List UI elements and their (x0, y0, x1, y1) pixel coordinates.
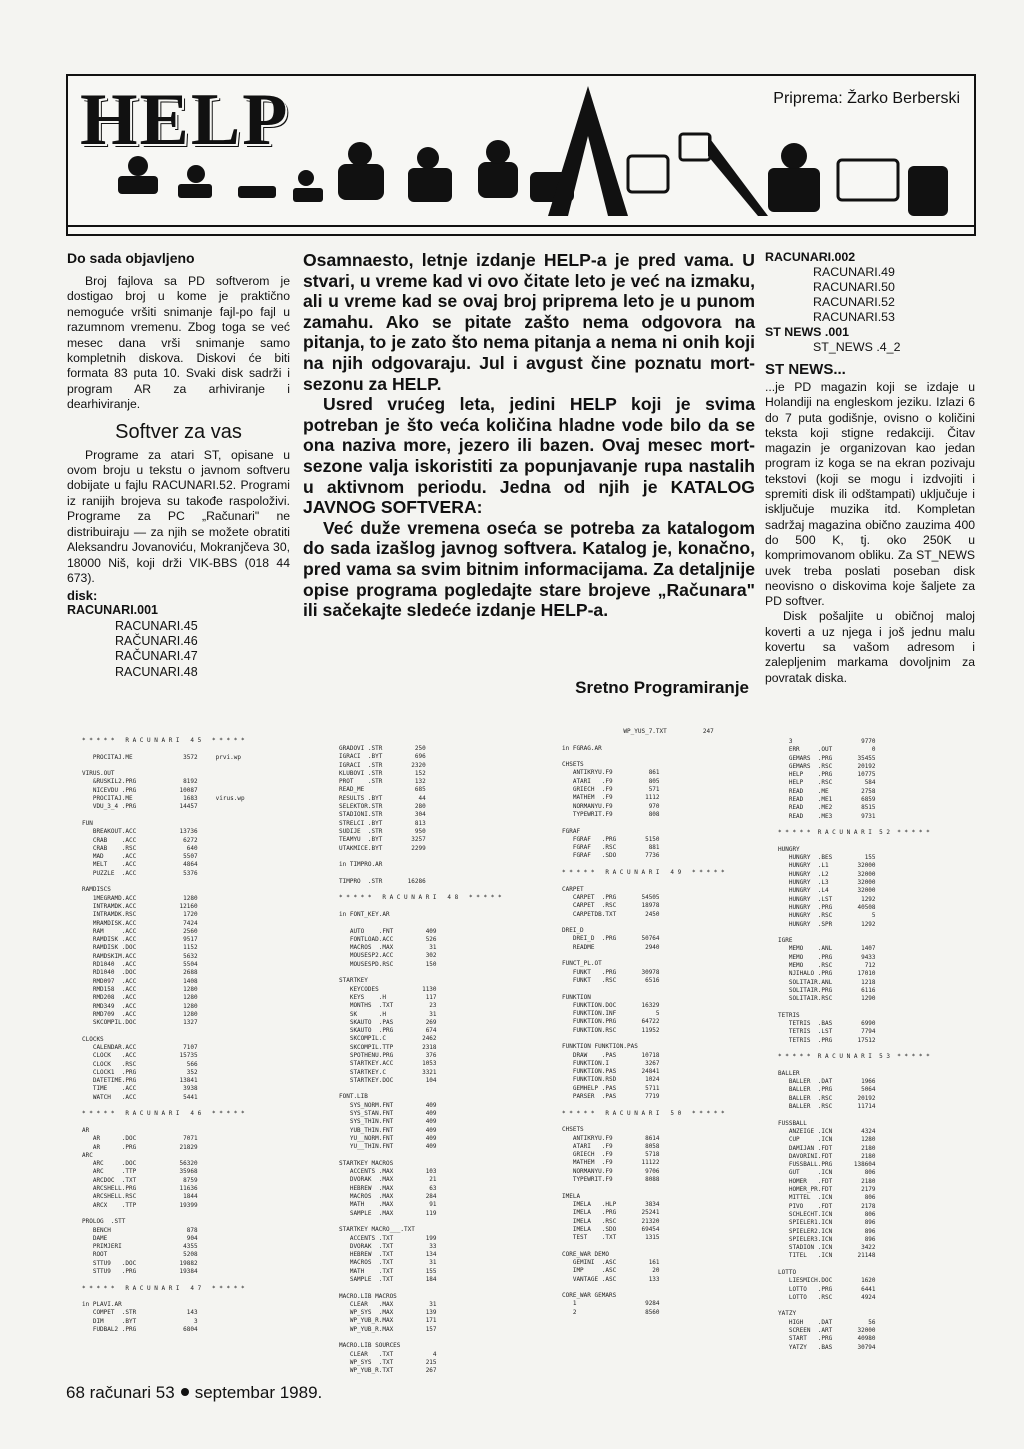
signoff: Sretno Programiranje (575, 678, 749, 697)
list-item: RAČUNARI.47 (115, 649, 198, 664)
column-middle (303, 250, 755, 710)
list-item: RACUNARI.45 (115, 618, 198, 633)
st-news-heading: ST NEWS... (765, 361, 846, 378)
intro-paragraph: Broj fajlova sa PD softverom je dostigao broj u kome je praktično nemoguće vršiti snimanje fajl-po fajl u razumnom vremenu. Zbog toga se već mesec dana vrši snimanje samo kompletnih diskova. Diskovi će biti formata 83 puta 10. Svaki disk sadrži i program AR za arhiviranje i dearhiviranje. (67, 274, 290, 412)
footer-right: septembar 1989. (194, 1383, 323, 1402)
list-item: ST_NEWS .4_2 (813, 340, 901, 354)
section-heading-published: Do sada objavljeno (67, 250, 195, 266)
list-item: RACUNARI.001 (67, 603, 158, 618)
software-paragraph: Programe za atari ST, opisane u ovom broju u tekstu o javnom softveru dobijate u fajlu RACUNARI.52. Programi iz ranijih brojeva su takođe raspoloživi. Programe za PC „Računari" ne distribuiraju — za njih se možete obratiti Aleksandru Jovanoviću, Mokranjčeva 30, 18000 Niš, koji drži VIK-BBS (018 44 673). (67, 447, 290, 585)
list-item: RACUNARI.52 (813, 295, 895, 309)
column-left (67, 250, 290, 680)
file-listing-3: WP_YUS_7.TXT 247 in FGRAG.AR CHSETS ANTIKRYU.F9 861 ATARI .F9 805 GRIECH .F9 571 MATHEM .F9 1112 NORMANYU.F9 970 TYPEWRIT.F9 808 FGRAF FGRAF .PRG 5150 FGRAF .RSC 881 FGRAF .SDO 7736 * * * * * R A C U N A R I 4 9 * * * * * CARPET CARPET .PRG 54505 CARPET .RSC 18978 CARPETDB.TXT 2450 DREI_D DREI_D .PRG 50764 README 2940 FUNCT_PL.OT FUNKT .PRG 30978 FUNKT .RSC 6516 FUNKTION FUNKTION.DOC 16329 FUNKTION.INF 5 FUNKTION.PRG 64722 FUNKTION.RSC 11952 FUNKTION FUNKTION.PAS DRAW .PAS 10718 FUNKTION.I 3267 FUNKTION.PAS 24841 FUNKTION.RSD 1024 GEMHELP .PAS 5711 PARSER .PAS 7719 * * * * * R A C U N A R I 5 0 * * * * * CHSETS ANTIKRYU.F9 8614 ATARI .F9 8058 GRIECH .F9 5718 MATHEM .F9 11122 NORMANYU.F9 9706 TYPEWRIT.F9 8088 IMELA IMELA .HLP 3834 IMELA .PRG 25241 IMELA .RSC 21320 IMELA .SDO 69454 TEST .TXT 1315 CORE_WAR DEMO GEMINI .ASC 161 IMP .ASC 20 VANTAGE .ASC 133 CORE_WAR GEMARS 1 9284 2 8560 (562, 728, 725, 1316)
list-item: RAČUNARI.46 (115, 633, 198, 648)
body-paragraph: Usred vrućeg leta, jedini HELP koji je svima potreban je što veća količina hladne vode bilo da se ona naziva more, jezero ili bazen. Ovaj mesec mort-sezone valja iskoristiti za popunjavanje rupa nastalih u aktivnom periodu. Jedna od njih je KATALOG JAVNOG SOFTVERA: (303, 394, 755, 518)
list-item: RACUNARI.53 (813, 310, 895, 324)
list-item: RACUNARI.50 (813, 280, 895, 294)
list-item: ST NEWS .001 (765, 325, 850, 339)
file-listing-2: GRADOVI .STR 250 IGRACI .BYT 696 IGRACI .STR 2320 KLUBOVI .STR 152 PROT .STR 132 READ_ME 685 RESULTS .BYT 44 SELEKTOR.STR 280 STADIONI.STR 304 STRELCI .BYT 813 SUDIJE .STR 950 TEAMYU .BYT 3257 UTAKMICE.BYT 2299 in TIMPRO.AR TIMPRO .STR 16286 * * * * * R A C U N A R I 4 8 * * * * * in FONT_KEY.AR AUTO .FNT 409 FONTLOAD.ACC 526 MACROS .MAX 31 MOUSESP2.ACC 302 MOUSESPD.RSC 150 STARTKEY KEYCODES 1130 KEYS .H 117 MONTHS .TXT 23 SK .H 31 SKAUTO .PAS 269 SKAUTO .PRG 674 SKCOMPIL.C 2462 SKCOMPIL.TTP 2318 SPOTHENU.PRG 376 STARTKEY.ACC 1053 STARTKEY.C 3321 STARTKEY.DOC 104 FONT.LIB SYS_NORM.FNT 409 SYS_STAN.FNT 409 SYS_THIN.FNT 409 YUB_THIN.FNT 409 YU__NORM.FNT 409 YU__THIN.FNT 409 STARTKEY MACROS ACCENTS .MAX 103 DVORAK .MAX 21 HEBREW .MAX 63 MACROS .MAX 284 MATH .MAX 91 SAMPLE .MAX 119 STARTKEY MACRO___.TXT ACCENTS .TXT 199 DVORAK .TXT 33 HEBREW .TXT 134 MACROS .TXT 31 MATH .TXT 155 SAMPLE .TXT 184 MACRO.LIB MACROS CLEAR .MAX 31 WP_SYS .MAX 139 WP_YUB_R.MAX 171 WP_YUB_R.MAX 157 MACRO.LIB SOURCES CLEAR .TXT 4 WP_SYS .TXT 215 WP_YUB_R.TXT 267 (339, 745, 502, 1375)
st-news-paragraph: Disk pošaljite u običnoj maloj koverti a uz njega i još jednu malu kovertu sa vašom adresom i zalepljenim markama dovoljnim za povratak diska. (765, 609, 975, 685)
help-banner (66, 74, 976, 236)
list-item: RACUNARI.48 (115, 664, 198, 679)
footer-left: 68 računari 53 (66, 1383, 175, 1402)
disk-list-right (765, 250, 975, 355)
lead-paragraph: Osamnaesto, letnje izdanje HELP-a je pred vama. U stvari, u vreme kad vi ovo čitate leto je već na izmaku, ali u vreme kad se ovaj broj priprema leto je u punom zamahu. Ako se pitate zašto nema odgovora na pitanja, to je zato što nema pitanja a nema ni onih koji na njih odgovaraju. Jul i avgust čine poznatu mort-sezonu za HELP. (303, 250, 755, 394)
disk-label: disk: (67, 588, 98, 604)
column-right (765, 250, 975, 686)
author-credit: Priprema: Žarko Berberski (769, 90, 964, 108)
file-listing-4: 3 9770 ERR .OUT 0 GEMARS .PRG 35455 GEMARS .RSC 20192 HELP .PRG 10775 HELP .RSC 584 READ .ME 2758 READ .ME1 6859 READ .ME2 8515 READ .ME3 9731 * * * * * R A C U N A R I 5 2 * * * * * HUNGRY HUNGRY .BES 155 HUNGRY .L1 32000 HUNGRY .L2 32000 HUNGRY .L3 32000 HUNGRY .L4 32000 HUNGRY .LST 1292 HUNGRY .PRG 40508 HUNGRY .RSC 5 HUNGRY .SPR 1292 IGRE MEMO .ANL 1407 MEMO .PRG 9433 MEMO .RSC 712 NJIHALO .PRG 17010 SOLITAIR.ANL 1218 SOLITAIR.PRG 6116 SOLITAIR.RSC 1290 TETRIS TETRIS .BAS 6990 TETRIS .LST 7794 TETRIS .PRG 17512 * * * * * R A C U N A R I 5 3 * * * * * BALLER BALLER .DAT 1966 BALLER .PRG 5064 BALLER .RSC 20192 BALLER .RSC 11714 FUSSBALL ANZEIGE .ICN 4324 CUP .ICN 1280 DAMIJAN .FDT 2180 DAVORINI.FDT 2180 FUSSBALL.PRG 138604 GUT .ICN 806 HOMER .FDT 2180 HOMER_PR.FDT 2179 MITTEL .ICN 806 PIVO .FDT 2178 SCHLECHT.ICN 806 SPIELER1.ICN 896 SPIELER2.ICN 896 SPIELER3.ICN 896 STADION .ICN 3422 TITEL .ICN 21148 LOTTO LIESMICH.DOC 1620 LOTTO .PRG 6441 LOTTO .RSC 4924 YATZY HIGH .DAT 56 SCREEN .ART 32000 START .PRG 40980 YATZY .BAS 30794 (778, 738, 930, 1351)
body-paragraph: Već duže vremena oseća se potreba za katalogom do sada izašlog javnog softvera. Katalog je, konačno, pred vama sa svim bitnim informacijama. Za detaljnije opise programa pogledajte stare brojeve „Računara" ili sačekajte sledeće izdanje HELP-a. (303, 517, 755, 621)
file-listing-1: * * * * * R A C U N A R I 4 5 * * * * * PROCITAJ.ME 3572 prvi.wp VIRUS.OUT &RUSKIL2.PRG 8192 NICEVDU .PRG 10087 PROCITAJ.ME 1683 virus.wp VDU_3_4 .PRG 14457 FUN BREAKOUT.ACC 13736 CRAB .ACC 6272 CRAB .RSC 640 MAD .ACC 5507 MELT .ACC 4864 PUZZLE .ACC 5376 RAMDISCS 1MEGRAMD.ACC 1280 INTRAMDK.ACC 12160 INTRAMDK.RSC 1720 MRAMDISK.ACC 7424 RAM .ACC 2560 RAMDISK .ACC 9517 RAMDISK .DOC 1152 RAMDSKIM.ACC 5632 RD1040 .ACC 5504 RD1040 .DOC 2688 RMD097 .ACC 1408 RMD158 .ACC 1280 RMD208 .ACC 1280 RMD349 .ACC 1280 RMD709 .ACC 1280 SKCOMPIL.DOC 1327 CLOCKS CALENDAR.ACC 7107 CLOCK .ACC 15735 CLOCK .RSC 566 CLOCK1 .PRG 352 DATETIME.PRG 13841 TIME .ACC 3938 WATCH .ACC 5441 * * * * * R A C U N A R I 4 6 * * * * * AR AR .DOC 7071 AR .PRG 21829 ARC ARC .DOC 56320 ARC .TTP 35968 ARCDOC .TXT 8759 ARCSHELL.PRG 11636 ARCSHELL.RSC 1844 ARCX .TTP 19399 PROLOG .STT BENCH 878 DAME 904 PRIMJERI 4355 ROOT 5208 STTU9 .DOC 19882 STTU9 .PRG 19384 * * * * * R A C U N A R I 4 7 * * * * * in PLAVI.AR COMPET .STR 143 DIM .BYT 3 FUDBAL2 .PRG 6804 (82, 737, 245, 1334)
section-heading-software: Softver za vas (115, 420, 242, 443)
list-item: RACUNARI.002 (765, 250, 856, 264)
list-item: RACUNARI.49 (813, 265, 895, 279)
help-title: HELP (80, 79, 290, 161)
disk-list-left (67, 603, 290, 679)
bullet-icon (181, 1388, 189, 1396)
page-footer (66, 1383, 322, 1403)
st-news-paragraph: ...je PD magazin koji se izdaje u Holandiji na engleskom jeziku. Izlazi 6 do 7 puta godišnje, ovisno o količini teksta koji stigne redakciji. Čitav magazin je organizovan kao jedan program iz koga se na ekran pozivaju tekstovi (koji se mogu i izdvojiti i spremiti disk ili odštampati) uključuje i isključuje muzika itd. Kompletan sadržaj magazina obično zauzima 400 do 500 K, tj. oko 250K u komprimovanom obliku. Za ST_NEWS uvek treba poslati poseban disk neovisno o diskovima koje šaljete za PD softver. (765, 380, 975, 609)
